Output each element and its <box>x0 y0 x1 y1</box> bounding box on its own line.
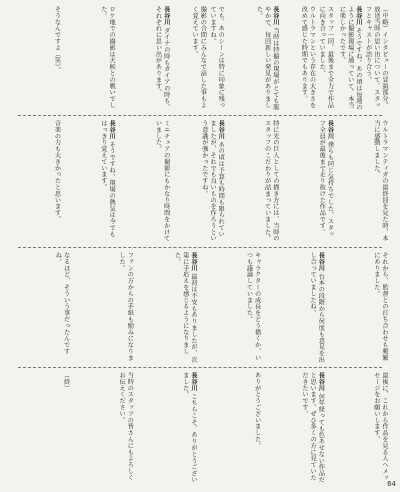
speaker-label: 長谷川 <box>189 372 197 392</box>
text-column <box>12 372 70 486</box>
text-tier-1 <box>12 6 388 112</box>
paragraph-text: 最後に、これから作品を見る人へメッセージをお願いします。 <box>372 372 388 481</box>
section-divider <box>18 115 382 116</box>
text-column <box>121 6 170 112</box>
paragraph <box>53 252 69 364</box>
text-column <box>176 120 225 242</box>
paragraph <box>372 372 388 486</box>
paragraph-text: キャラクターの成長をどう描くか、いつも議論していました。 <box>245 252 261 361</box>
paragraph <box>308 252 324 364</box>
paragraph-text: こちらこそ、ありがとうございました。 <box>181 372 197 483</box>
page-number: 64 <box>387 480 396 488</box>
paragraph <box>190 6 206 112</box>
paragraph-text: それから、監督との打ち合わせも頻繁にありました。 <box>372 252 388 361</box>
paragraph-text: （終） <box>62 372 70 392</box>
paragraph <box>52 6 60 112</box>
paragraph <box>337 6 362 112</box>
paragraph-text: スタッフ一同、最後まで全力で作品に向き合っていました。 <box>318 6 334 109</box>
paragraph-text: ありがとうございました。 <box>253 372 261 449</box>
paragraph-text: なるほど、そういう事だったんですね。 <box>54 252 70 355</box>
paragraph <box>363 6 388 112</box>
text-column <box>67 6 116 112</box>
text-column <box>267 372 325 486</box>
text-column <box>12 6 61 112</box>
paragraph <box>372 120 388 242</box>
section-divider <box>18 247 382 248</box>
paragraph-text: 何年経っても色あせない作品だと思います。ぜひ多くの方に見ていただきたいです。 <box>300 372 325 483</box>
paragraph <box>153 120 169 242</box>
paragraph <box>99 6 115 112</box>
text-column <box>330 252 388 364</box>
text-column <box>121 120 170 242</box>
paragraph-text: あの頃は予算も時間も限られていましたが、それでも良いものを作ろうという意識が強かったですね。 <box>200 120 225 242</box>
paragraph-text: （中略）インタビューの冒頭部分。放送当時の思い出について、スタッフとキャストが語り合う。 <box>364 6 388 109</box>
text-column <box>139 252 197 364</box>
text-column <box>139 372 197 486</box>
text-column <box>230 6 279 112</box>
paragraph <box>153 6 169 112</box>
text-column <box>203 252 261 364</box>
text-column <box>339 6 388 112</box>
paragraph-text: ウルトラマンティガの最終回を見た時、本当に感動しました。 <box>372 120 388 242</box>
speaker-label: 長谷川 <box>354 6 362 26</box>
paragraph <box>208 6 224 112</box>
speaker-label: 長谷川 <box>108 120 116 140</box>
text-column <box>12 252 70 364</box>
text-tier-3 <box>12 252 388 364</box>
speaker-label: 長谷川 <box>326 120 334 140</box>
paragraph-text: 音楽の力も大きかったと思います。 <box>53 120 61 223</box>
text-column <box>230 120 279 242</box>
paragraph <box>254 6 279 112</box>
text-column <box>12 120 61 242</box>
section-divider <box>18 367 382 368</box>
text-column <box>267 252 325 364</box>
text-tier-2 <box>12 120 388 242</box>
text-column <box>67 120 116 242</box>
paragraph <box>181 372 197 486</box>
paragraph-text: 僕らも同じ気持ちでした。スタッフ全員が最後まで走り抜けた作品です。 <box>318 120 334 238</box>
text-column <box>285 120 334 242</box>
paragraph <box>299 6 315 112</box>
paragraph <box>317 6 333 112</box>
paragraph-text: 撮影の合間にみんなで話した事もよく覚えています。 <box>191 6 207 109</box>
paragraph <box>172 252 197 364</box>
paragraph <box>244 252 260 364</box>
paragraph-text: ダイナの時もガイアの時も、それぞれに思い出があります。 <box>154 6 170 111</box>
paragraph-text: ロケ地での撮影は天候との戦いでした。 <box>99 6 116 109</box>
paragraph <box>372 252 388 364</box>
paragraph <box>61 372 69 486</box>
paragraph <box>117 252 133 364</box>
text-tier-4 <box>12 372 388 486</box>
text-column <box>176 6 225 112</box>
paragraph-text: 最初は不安もありましたが、次第に手応えを感じるようになりました。 <box>173 252 197 363</box>
paragraph <box>117 372 133 486</box>
paragraph-text: 台本の段階から何度も意見を出し合っていましたね。 <box>309 252 325 363</box>
paragraph-text: ウルトラマンという存在の大きさを改めて感じた時期でもあります。 <box>300 6 316 109</box>
paragraph-text: 当時は特撮の現場がとても賑やかで、毎回新しい発見がありました。 <box>255 6 279 111</box>
paragraph-text: 当時のスタッフの皆さんにもよろしくお伝えください。 <box>118 372 134 481</box>
paragraph-text: そうですね。あの頃は毎週のように撮影現場に通っていて、本当に楽しかったです。 <box>338 6 362 111</box>
paragraph <box>200 120 225 242</box>
paragraph <box>317 120 333 242</box>
paragraph-text: そうなんですよ（笑）。 <box>53 6 61 74</box>
text-column <box>76 252 134 364</box>
paragraph <box>262 120 278 242</box>
text-column <box>203 372 261 486</box>
speaker-label: 長谷川 <box>217 120 225 140</box>
paragraph <box>52 120 60 242</box>
paragraph <box>300 372 325 486</box>
paragraph-text: ファンの方からの手紙も励みになりました。 <box>118 252 134 361</box>
text-column <box>339 120 388 242</box>
paragraph-text: そうですね。現場の熱気は今でもはっきり覚えています。 <box>99 120 116 238</box>
paragraph <box>252 372 260 486</box>
text-column <box>330 372 388 486</box>
speaker-label: 長谷川 <box>271 6 279 26</box>
text-column <box>76 372 134 486</box>
paragraph-text: でも、あのシーンは特に印象に残っていますね。 <box>209 6 225 109</box>
paragraph-text: ミニチュアの撮影にもかなり時間をかけていました。 <box>154 120 170 242</box>
speaker-label: 長谷川 <box>189 252 197 272</box>
speaker-label: 長谷川 <box>317 372 325 392</box>
speaker-label: 長谷川 <box>317 252 325 272</box>
paragraph-text: 特に光の巨人としての描き方には、当時のスタッフのこだわりが詰まっていました。 <box>263 120 279 242</box>
paragraph <box>99 120 115 242</box>
speaker-label: 長谷川 <box>162 6 170 26</box>
text-column <box>285 6 334 112</box>
